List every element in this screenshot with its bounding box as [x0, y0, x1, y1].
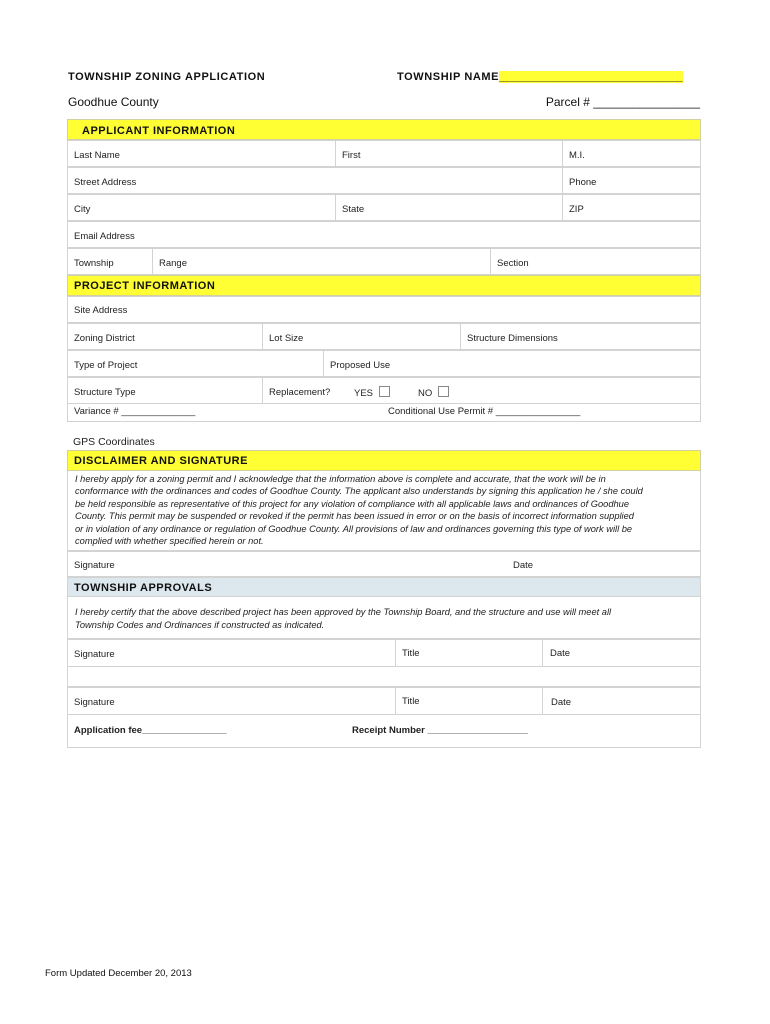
- approval-date-1[interactable]: Date: [550, 648, 571, 659]
- approval-date-1-cell[interactable]: [542, 640, 702, 666]
- approvals-line-2: Township Codes and Ordinances if constructed as indicated.: [75, 619, 325, 630]
- township-field[interactable]: Township: [74, 258, 114, 269]
- approval-signature-row-2: [67, 687, 701, 715]
- yes-checkbox[interactable]: [379, 386, 390, 397]
- approval-date-2[interactable]: Date: [551, 697, 572, 708]
- proposed-use-cell[interactable]: [323, 351, 702, 376]
- approval-date-2-cell[interactable]: [542, 688, 702, 714]
- range-cell[interactable]: [152, 249, 490, 274]
- lot-size-field[interactable]: Lot Size: [269, 333, 304, 344]
- no-option[interactable]: [418, 386, 449, 399]
- phone-cell[interactable]: [562, 168, 702, 193]
- approval-signature-row-1: [67, 639, 701, 667]
- replacement-cell: [262, 378, 702, 403]
- project-heading: PROJECT INFORMATION: [74, 280, 216, 292]
- proposed-use-field[interactable]: Proposed Use: [330, 360, 391, 371]
- replacement-label: Replacement?: [269, 387, 331, 398]
- gps-row: [67, 422, 701, 450]
- disclaimer-text-block: [67, 471, 701, 551]
- approval-title-1[interactable]: Title: [402, 648, 420, 659]
- state-cell[interactable]: [335, 195, 562, 220]
- city-row: [67, 194, 701, 221]
- street-row: [67, 167, 701, 194]
- township-name-label: TOWNSHIP NAME: [397, 71, 500, 83]
- mi-cell[interactable]: [562, 141, 702, 166]
- variance-field[interactable]: Variance # ______________: [74, 406, 196, 417]
- approvals-line-1: I hereby certify that the above described project has been approved by the Township Board, and the structure and use will meet all: [75, 607, 612, 617]
- name-row: [67, 140, 701, 167]
- zip-field[interactable]: ZIP: [569, 204, 584, 215]
- project-type-row: [67, 350, 701, 377]
- applicant-section-header: [67, 119, 701, 140]
- street-address-field[interactable]: Street Address: [74, 177, 137, 188]
- township-name-field[interactable]: [397, 71, 683, 83]
- approvals-section-header: [67, 577, 701, 597]
- disclaimer-section-header: [67, 450, 701, 471]
- applicant-date-field[interactable]: Date: [513, 560, 534, 571]
- no-checkbox[interactable]: [438, 386, 449, 397]
- section-field[interactable]: Section: [497, 258, 529, 269]
- parcel-field[interactable]: Parcel # ________________: [545, 95, 700, 109]
- yes-label: YES: [354, 388, 374, 399]
- township-name-blank: ______________________________: [499, 71, 683, 83]
- approval-spacer-row: [67, 667, 701, 687]
- disclaimer-line-5: or in violation of any ordinance or regulation of Goodhue County. All provisions of law and ordinances governing this type of work will be: [75, 523, 633, 534]
- fee-row: [67, 715, 701, 748]
- no-label: NO: [418, 388, 433, 399]
- approval-title-2[interactable]: Title: [402, 696, 420, 707]
- county-name: Goodhue County: [68, 95, 159, 109]
- mi-field[interactable]: M.I.: [569, 150, 585, 161]
- section-cell[interactable]: [490, 249, 702, 274]
- structure-type-field[interactable]: Structure Type: [74, 387, 136, 398]
- receipt-number-field[interactable]: Receipt Number ___________________: [352, 725, 528, 736]
- approval-title-2-cell[interactable]: [395, 688, 542, 714]
- phone-field[interactable]: Phone: [569, 177, 597, 188]
- structure-type-row: [67, 377, 701, 404]
- applicant-signature-row: [67, 551, 701, 577]
- approvals-heading: TOWNSHIP APPROVALS: [74, 582, 213, 594]
- approval-title-1-cell[interactable]: [395, 640, 542, 666]
- applicant-signature-field[interactable]: Signature: [74, 560, 115, 571]
- approval-signature-2[interactable]: Signature: [74, 697, 115, 708]
- approval-signature-1[interactable]: Signature: [74, 649, 115, 660]
- disclaimer-line-3: be held responsible as representative of this project for any violation of compliance with all applicable laws and ordinances of Goodhue: [75, 498, 630, 509]
- yes-option[interactable]: [354, 386, 390, 399]
- township-row: [67, 248, 701, 275]
- type-of-project-field[interactable]: Type of Project: [74, 360, 138, 371]
- structure-dimensions-cell[interactable]: [460, 324, 702, 349]
- lot-size-cell[interactable]: [262, 324, 460, 349]
- conditional-use-permit-field[interactable]: Conditional Use Permit # ________________: [388, 406, 581, 417]
- structure-dimensions-field[interactable]: Structure Dimensions: [467, 333, 558, 344]
- first-name-field[interactable]: First: [342, 150, 361, 161]
- email-row: [67, 221, 701, 248]
- zoning-row: [67, 323, 701, 350]
- gps-coordinates-field[interactable]: GPS Coordinates: [73, 436, 155, 448]
- form-updated-note: Form Updated December 20, 2013: [45, 968, 192, 979]
- disclaimer-line-2: conformance with the ordinances and codes of Goodhue County. The applicant also understands by signing this application he / she could: [75, 486, 643, 497]
- form-title: TOWNSHIP ZONING APPLICATION: [68, 71, 266, 83]
- site-address-row: [67, 296, 701, 323]
- disclaimer-line-4: County. This permit may be suspended or revoked if the permit has been issued in error or on the basis of incorrect information supplied: [75, 511, 634, 522]
- site-address-field[interactable]: Site Address: [74, 305, 128, 316]
- approvals-text-block: [67, 597, 701, 639]
- disclaimer-line-6: complied with whether specified herein or not.: [75, 536, 264, 546]
- state-field[interactable]: State: [342, 204, 365, 215]
- variance-row: [67, 404, 701, 422]
- email-field[interactable]: Email Address: [74, 231, 135, 242]
- disclaimer-heading: DISCLAIMER AND SIGNATURE: [74, 455, 248, 467]
- applicant-heading: APPLICANT INFORMATION: [82, 125, 236, 137]
- first-name-cell[interactable]: [335, 141, 562, 166]
- zoning-district-field[interactable]: Zoning District: [74, 333, 135, 344]
- last-name-field[interactable]: Last Name: [74, 150, 120, 161]
- disclaimer-line-1: I hereby apply for a zoning permit and I acknowledge that the information above is complete and accurate, that the work will be in: [75, 474, 606, 484]
- project-section-header: [67, 275, 701, 296]
- city-field[interactable]: City: [74, 204, 91, 215]
- range-field[interactable]: Range: [159, 258, 187, 269]
- zip-cell[interactable]: [562, 195, 702, 220]
- application-fee-field[interactable]: Application fee________________: [74, 725, 227, 736]
